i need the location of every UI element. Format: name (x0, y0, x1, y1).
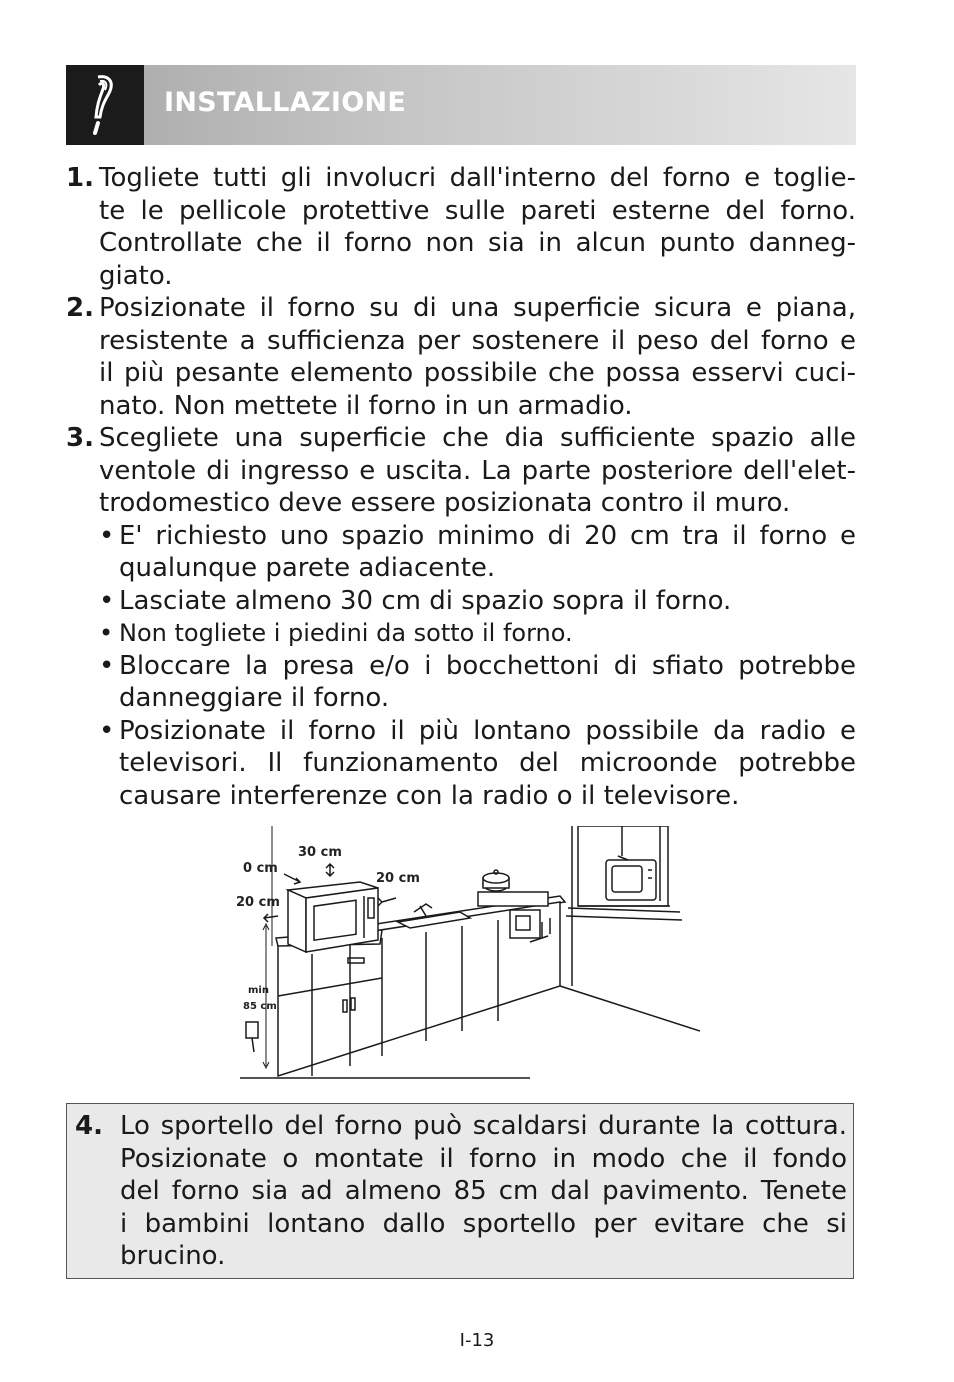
step-number: 4. (75, 1111, 103, 1141)
text-line: giato. (99, 260, 173, 291)
step-number: 1. (66, 163, 94, 193)
text-line: Controllate che il forno non sia in alcun punto danneg- (99, 228, 856, 258)
page-title: INSTALLAZIONE (164, 87, 407, 118)
text-line: Lo sportello del forno può scaldarsi durante la cottura. (120, 1111, 847, 1141)
kitchen-illustration (230, 826, 700, 1084)
text-line: Scegliete una superficie che dia sufficiente spazio alle (99, 423, 856, 453)
text-line: trodomestico deve essere posizionata contro il muro. (99, 488, 791, 518)
clearance-left-label: 20 cm (236, 895, 280, 910)
clearance-right-label: 20 cm (376, 871, 420, 886)
bullet-item (99, 617, 856, 650)
min-height-label: min (248, 985, 269, 996)
text-line: i bambini lontano dallo sportello per evitare che si (120, 1208, 847, 1239)
bullet-item (99, 520, 856, 585)
page-number: I-13 (459, 1330, 495, 1351)
text-line: Lasciate almeno 30 cm di spazio sopra il forno. (119, 585, 732, 616)
text-line: il più pesante elemento possibile che possa esservi cuci- (99, 358, 856, 388)
text-line: Posizionate o montate il forno in modo che il fondo (120, 1143, 847, 1174)
clearance-top-label: 30 cm (298, 845, 342, 860)
bullet-dot: • (99, 619, 114, 647)
text-line: Posizionate il forno su di una superficie sicura e piana, (99, 293, 856, 323)
text-line: qualunque parete adiacente. (119, 553, 496, 583)
bullet-dot: • (99, 520, 115, 551)
step-3 (66, 422, 856, 812)
text-line: Togliete tutti gli involucri dall'interno del forno e toglie- (99, 163, 856, 193)
bullet-dot: • (99, 585, 115, 616)
bullet-item (99, 585, 856, 618)
text-line: Posizionate il forno il più lontano possibile da radio e (119, 715, 856, 746)
text-line: Bloccare la presa e/o i bocchettoni di sfiato potrebbe (119, 650, 856, 681)
bullet-item (99, 650, 856, 715)
text-line: Non togliete i piedini da sotto il forno. (119, 619, 573, 647)
min-height-value: 85 cm (243, 1001, 277, 1012)
bullet-dot: • (99, 650, 115, 681)
step-1 (66, 162, 856, 292)
section-header (66, 65, 856, 145)
text-line: te le pellicole protettive sulle pareti esterne del forno. (99, 195, 856, 226)
text-line: televisori. Il funzionamento del microonde potrebbe (119, 748, 856, 778)
step-number: 3. (66, 423, 94, 453)
step-4 (75, 1110, 847, 1273)
text-line: danneggiare il forno. (119, 683, 390, 713)
text-line: del forno sia ad almeno 85 cm dal pavimento. Tenete (120, 1176, 847, 1206)
installation-steps (66, 162, 856, 812)
clearance-top-back-label: 0 cm (243, 861, 278, 876)
text-line: causare interferenze con la radio o il televisore. (119, 780, 740, 811)
text-line: brucino. (120, 1241, 226, 1271)
text-line: E' richiesto uno spazio minimo di 20 cm tra il forno e (119, 520, 856, 551)
bullet-item (99, 715, 856, 813)
step-number: 2. (66, 293, 94, 323)
step-2 (66, 292, 856, 422)
text-line: resistente a sufficienza per sostenere il peso del forno e (99, 325, 856, 356)
bullet-dot: • (99, 715, 115, 746)
warning-box (66, 1103, 854, 1279)
tip-icon (66, 65, 144, 145)
text-line: nato. Non mettete il forno in un armadio. (99, 390, 633, 421)
text-line: ventole di ingresso e uscita. La parte posteriore dell'elet- (99, 455, 856, 486)
